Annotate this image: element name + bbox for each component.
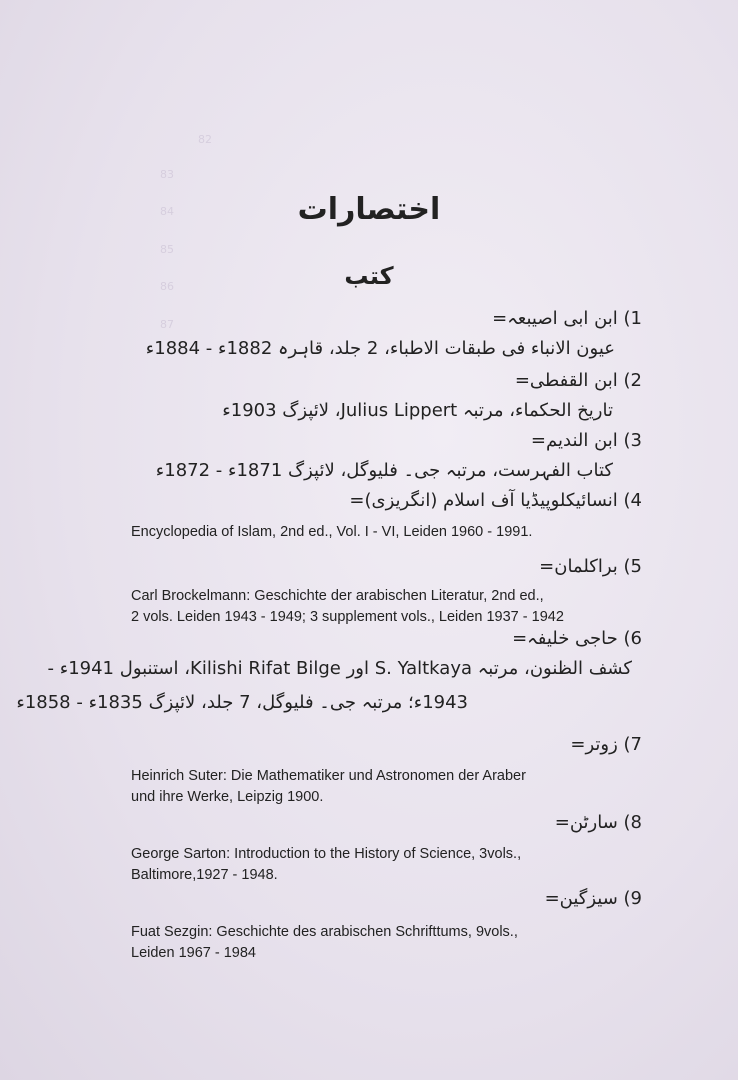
entry-5-head: 5) براکلمان= <box>539 556 642 577</box>
entry-4-citation: Encyclopedia of Islam, 2nd ed., Vol. I - VI, Leiden 1960 - 1991. <box>131 524 533 540</box>
entry-9-head: 9) سیزگین= <box>544 888 642 909</box>
entry-9-citation: Fuat Sezgin: Geschichte des arabischen Schrifttums, 9vols., Leiden 1967 - 1984 <box>131 924 518 961</box>
document-page: 82 83 84 85 86 87 اختصارات کتب 1) ابن ابی اصیبعہ= عیون الانباء فی طبقات الاطباء، 2 جلد، قاہرہ 1882ء - 1884ء 2) ابن القفطی= تاریخ الحکماء، مرتبہ Julius Lippert، لائپزگ 1903ء 3) ابن الندیم= کتاب الفہرست، مرتبہ جی۔ فلیوگل، لائپزگ 1871ء - 1872ء 4) انسائیکلوپیڈیا آف اسلام (انگریزی)= Encyclopedia of Islam, 2nd ed., Vol. I - VI, Leiden 1960 - 1991. 5) براکلمان= Carl Brockelmann: Geschichte der arabischen Literatur, 2nd ed., 2 vols. Leiden 1943 - 1949; 3 supplement vols., Leiden 1937 - 1942 6) حاجی خلیفہ= کشف الظنون، مرتبہ S. Yaltkaya اور Kilishi Rifat Bilge، استنبول 1941ء - 1943ء؛ مرتبہ جی۔ فلیوگل، 7 جلد، لائپزگ 1835ء - 1858ء 7) زوتر= Heinrich Suter: Die Mathematiker und Astronomen der Araber und ihre Werke, Leipzig 1900. 8) سارٹن= George Sarton: Introduction to the History of Science, 3vols., Baltimore,1927 - 1948. 9) سیزگین= Fuat Sezgin: Geschichte des arabischen Schrifttums, 9vols., Leiden 1967 - 1984 <box>0 0 738 1080</box>
entry-4-head: 4) انسائیکلوپیڈیا آف اسلام (انگریزی)= <box>349 490 642 511</box>
entry-7-head: 7) زوتر= <box>570 734 642 755</box>
entry-6-head: 6) حاجی خلیفہ= <box>512 628 642 649</box>
entry-3-line: کتاب الفہرست، مرتبہ جی۔ فلیوگل، لائپزگ 1871ء - 1872ء <box>155 460 613 481</box>
entry-7-citation: Heinrich Suter: Die Mathematiker und Astronomen der Araber und ihre Werke, Leipzig 1900. <box>131 768 526 805</box>
entry-3-head: 3) ابن الندیم= <box>530 430 642 451</box>
entry-2-line: تاریخ الحکماء، مرتبہ Julius Lippert، لائپزگ 1903ء <box>222 400 613 421</box>
entry-6-line-2: 1943ء؛ مرتبہ جی۔ فلیوگل، 7 جلد، لائپزگ 1835ء - 1858ء <box>16 692 468 713</box>
section-subtitle: کتب <box>344 262 394 290</box>
entry-2-head: 2) ابن القفطی= <box>514 370 642 391</box>
entry-1-head: 1) ابن ابی اصیبعہ= <box>492 308 642 329</box>
entry-5-citation: Carl Brockelmann: Geschichte der arabischen Literatur, 2nd ed., 2 vols. Leiden 1943 - 1949; 3 supplement vols., Leiden 1937 - 1942 <box>131 588 564 625</box>
entry-6-line-1: کشف الظنون، مرتبہ S. Yaltkaya اور Kilishi Rifat Bilge، استنبول 1941ء - <box>47 658 632 679</box>
entry-1-line: عیون الانباء فی طبقات الاطباء، 2 جلد، قاہرہ 1882ء - 1884ء <box>145 338 615 359</box>
entry-8-head: 8) سارٹن= <box>554 812 642 833</box>
page-title: اختصارات <box>297 192 441 227</box>
entry-8-citation: George Sarton: Introduction to the History of Science, 3vols., Baltimore,1927 - 1948. <box>131 846 522 883</box>
